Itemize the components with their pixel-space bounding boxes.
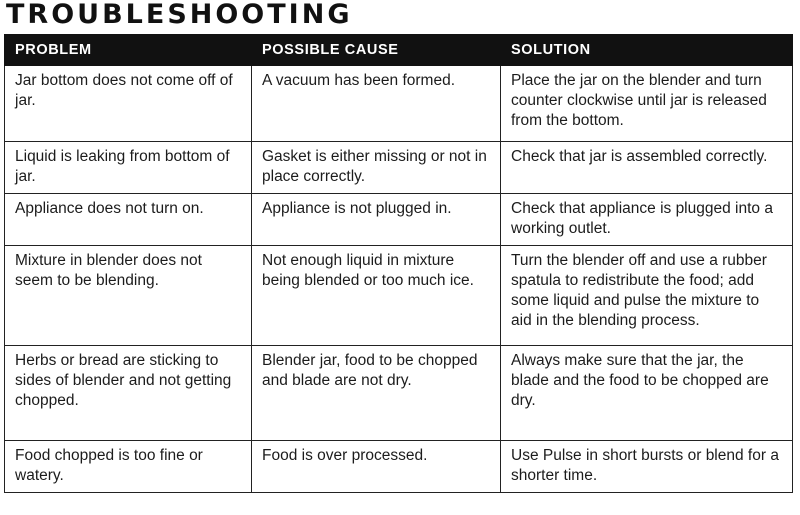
- problem-cell: Herbs or bread are sticking to sides of blender and not getting chopped.: [5, 346, 252, 441]
- problem-cell: Liquid is leaking from bottom of jar.: [5, 142, 252, 194]
- solution-cell: Turn the blender off and use a rubber spatula to redistribute the food; add some liquid and pulse the mixture to aid in the blending process.: [501, 246, 793, 346]
- solution-cell: Use Pulse in short bursts or blend for a shorter time.: [501, 441, 793, 493]
- page-title: TROUBLESHOOTING: [6, 0, 353, 30]
- problem-cell: Mixture in blender does not seem to be blending.: [5, 246, 252, 346]
- problem-cell: Appliance does not turn on.: [5, 194, 252, 246]
- troubleshooting-table: [4, 34, 793, 493]
- cause-cell: A vacuum has been formed.: [252, 66, 501, 142]
- table-row: [5, 66, 793, 142]
- table-row: [5, 441, 793, 493]
- solution-cell: Always make sure that the jar, the blade and the food to be chopped are dry.: [501, 346, 793, 441]
- cause-cell: Food is over processed.: [252, 441, 501, 493]
- problem-cell: Food chopped is too fine or watery.: [5, 441, 252, 493]
- table-row: [5, 194, 793, 246]
- table-row: [5, 346, 793, 441]
- solution-cell: Place the jar on the blender and turn counter clockwise until jar is released from the bottom.: [501, 66, 793, 142]
- cause-cell: Appliance is not plugged in.: [252, 194, 501, 246]
- header-possible-cause: POSSIBLE CAUSE: [252, 35, 501, 66]
- table-header-row: [5, 35, 793, 66]
- problem-cell: Jar bottom does not come off of jar.: [5, 66, 252, 142]
- cause-cell: Not enough liquid in mixture being blended or too much ice.: [252, 246, 501, 346]
- cause-cell: Gasket is either missing or not in place correctly.: [252, 142, 501, 194]
- header-solution: SOLUTION: [501, 35, 793, 66]
- cause-cell: Blender jar, food to be chopped and blade are not dry.: [252, 346, 501, 441]
- solution-cell: Check that appliance is plugged into a working outlet.: [501, 194, 793, 246]
- solution-cell: Check that jar is assembled correctly.: [501, 142, 793, 194]
- header-problem: PROBLEM: [5, 35, 252, 66]
- table-row: [5, 246, 793, 346]
- table-row: [5, 142, 793, 194]
